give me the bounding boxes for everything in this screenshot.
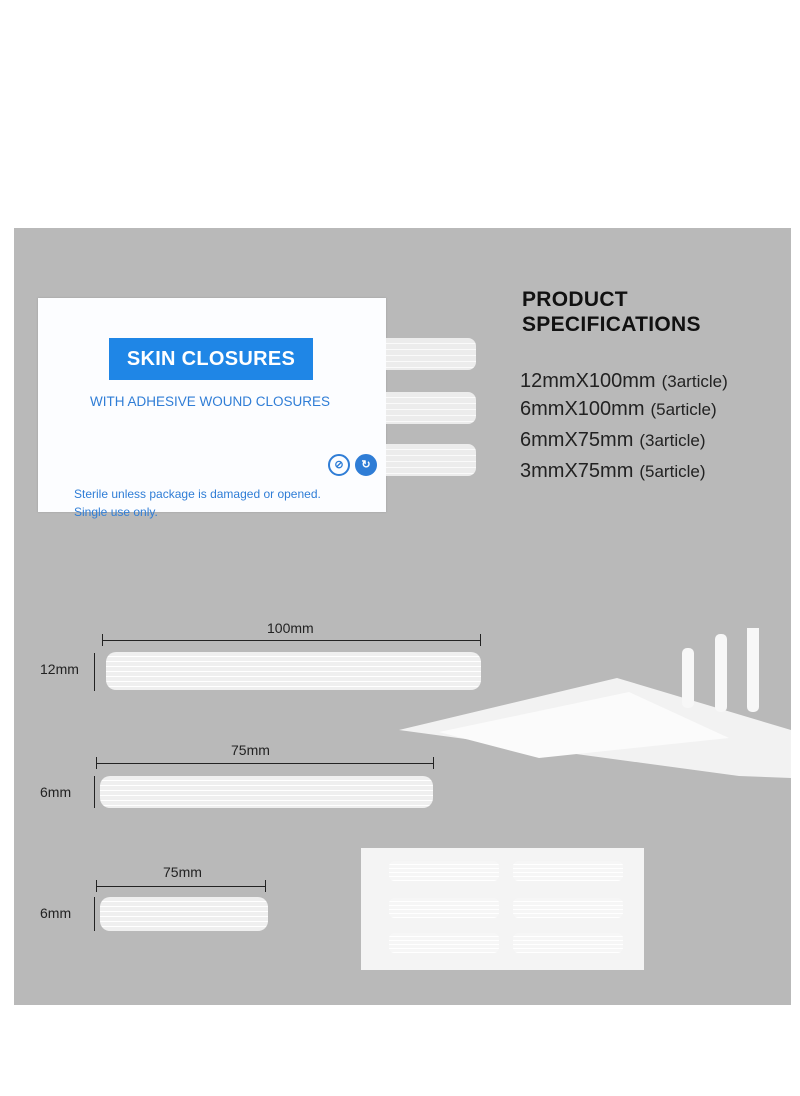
spec-qty: (3article) [639,431,706,450]
spec-item [520,370,728,393]
spec-title [522,287,762,337]
strip-width-label: 6mm [40,784,72,800]
sheet-strip [389,933,499,953]
sheet-strip [513,861,623,881]
strip-6x75-small [100,897,268,931]
package-line-2: Single use only. [74,505,158,519]
dimension-tick [102,634,103,646]
package-card [38,298,386,519]
spec-item [520,429,705,452]
product-panel [14,228,791,1005]
length-dimension-line [96,763,433,764]
sheet-strip [389,861,499,881]
strip-width-label: 12mm [40,661,79,677]
spec-item [520,460,705,483]
package-strip-tab [386,444,476,476]
do-not-reuse-icon: ⊘ [328,454,350,476]
width-dimension-line [94,653,95,691]
dimension-tick [96,757,97,769]
applied-strips-illustration [399,628,791,778]
spec-title-line-1: PRODUCT [522,288,628,311]
strip-length-label: 100mm [267,620,314,636]
package-title: SKIN CLOSURES [109,338,313,380]
spec-size: 12mmX100mm [520,370,656,392]
package-icons [328,454,377,476]
width-dimension-line [94,776,95,808]
strip-width-label: 6mm [40,905,72,921]
dimension-tick [96,880,97,892]
spec-qty: (3article) [661,372,728,391]
dimension-tick [265,880,266,892]
spec-title-line-2: SPECIFICATIONS [522,313,701,336]
spec-size: 6mmX75mm [520,429,634,451]
spec-item [520,398,717,421]
recycle-icon: ↻ [355,454,377,476]
package-strip-tab [386,338,476,370]
package-line-1: Sterile unless package is damaged or opened. [74,487,321,501]
strip-6x75 [100,776,433,808]
sheet-strip [389,898,499,918]
width-dimension-line [94,897,95,931]
strip-length-label: 75mm [163,864,202,880]
spec-qty: (5article) [639,462,706,481]
package-subtitle: WITH ADHESIVE WOUND CLOSURES [90,394,331,409]
package-strip-tab [386,392,476,424]
spec-size: 6mmX100mm [520,398,645,420]
strip-sheet [361,848,644,970]
spec-qty: (5article) [650,400,717,419]
sheet-strip [513,933,623,953]
length-dimension-line [96,886,265,887]
spec-size: 3mmX75mm [520,460,634,482]
sheet-strip [513,898,623,918]
strip-length-label: 75mm [231,742,270,758]
